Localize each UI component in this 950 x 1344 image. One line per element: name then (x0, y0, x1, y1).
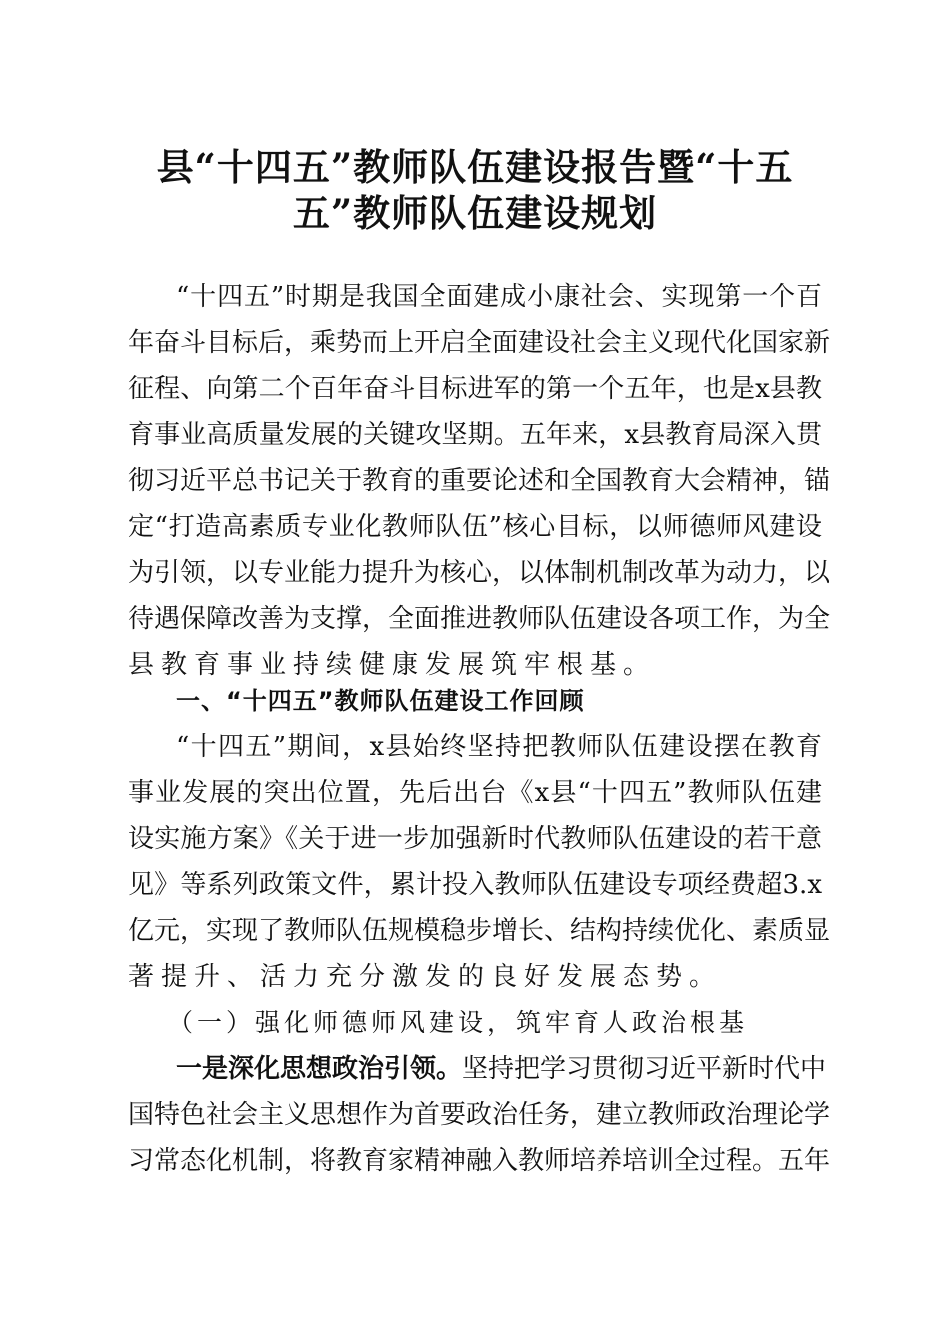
text-line: “十四五”时期是我国全面建成小康社会、实现第一个百 (176, 282, 822, 312)
section-paragraph (128, 724, 831, 1000)
text-line (128, 1046, 827, 1092)
text-line: 定“打造高素质专业化教师队伍”核心目标，以师德师风建设 (128, 512, 822, 542)
text-line: 彻习近平总书记关于教育的重要论述和全国教育大会精神，锚 (128, 466, 831, 496)
text-line: 著提升、活力充分激发的良好发展态势。 (128, 962, 723, 992)
document-title-line-1: 县“十四五”教师队伍建设报告暨“十五 (156, 145, 794, 189)
text-line: 征程、向第二个百年奋斗目标进军的第一个五年，也是x县教 (128, 374, 822, 404)
text-line: 年奋斗目标后，乘势而上开启全面建设社会主义现代化国家新 (128, 328, 831, 358)
text-line: “十四五”期间，x县始终坚持把教师队伍建设摆在教育 (176, 732, 822, 762)
text-span: 坚持把学习贯彻习近平新时代中 (462, 1054, 827, 1084)
document-title-line-2: 五”教师队伍建设规划 (292, 191, 658, 235)
text-line: 育事业高质量发展的关键攻坚期。五年来，x县教育局深入贯 (128, 420, 822, 450)
lead-phrase: 一是深化思想政治引领。 (176, 1054, 463, 1084)
text-line: 见》等系列政策文件，累计投入教师队伍建设专项经费超3.x (128, 870, 822, 900)
text-line: 待遇保障改善为支撑，全面推进教师队伍建设各项工作，为全 (128, 604, 831, 634)
intro-paragraph (128, 274, 831, 688)
text-line: 为引领，以专业能力提升为核心，以体制机制改革为动力，以 (128, 558, 831, 588)
section-heading: 一、“十四五”教师队伍建设工作回顾 (176, 687, 585, 715)
subsection-heading: （一）强化师德师风建设，筑牢育人政治根基 (168, 1008, 749, 1037)
text-line: 设实施方案》《关于进一步加强新时代教师队伍建设的若干意 (128, 824, 822, 854)
document-body (128, 274, 831, 1184)
text-line: 事业发展的突出位置，先后出台《x县“十四五”教师队伍建 (128, 778, 822, 808)
text-line: 习常态化机制，将教育家精神融入教师培养培训全过程。五年 (128, 1146, 831, 1176)
text-line: 县教育事业持续健康发展筑牢根基。 (128, 650, 657, 680)
text-line: 亿元，实现了教师队伍规模稳步增长、结构持续优化、素质显 (128, 916, 831, 946)
subsection-paragraph (128, 1046, 831, 1184)
text-line: 国特色社会主义思想作为首要政治任务，建立教师政治理论学 (128, 1100, 831, 1130)
